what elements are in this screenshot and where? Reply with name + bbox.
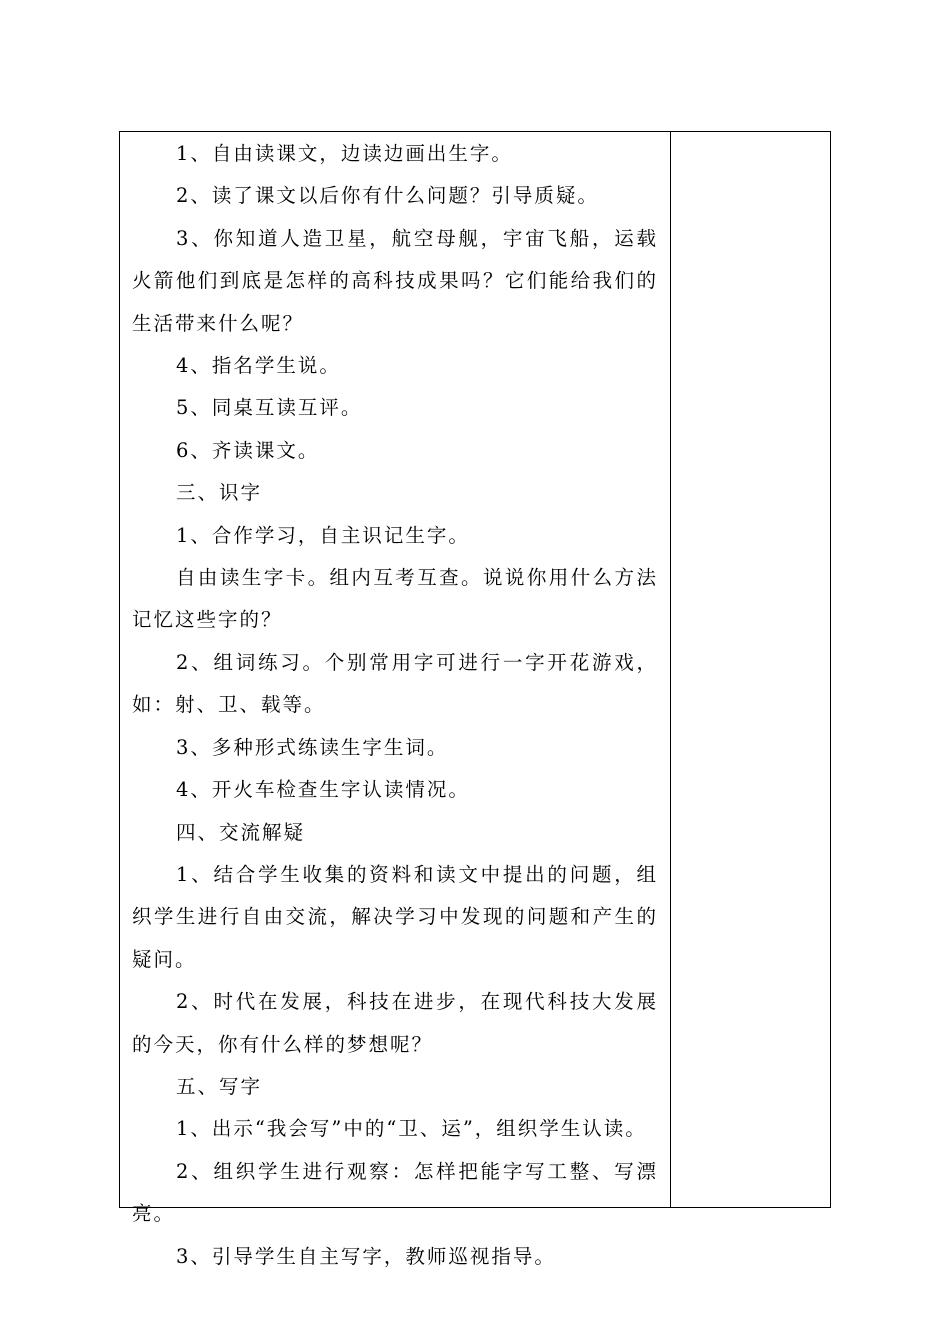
lesson-paragraph: 3、多种形式练读生字生词。 bbox=[176, 735, 449, 759]
lesson-paragraph: 3、你知道人造卫星，航空母舰，宇宙飞船，运载火箭他们到底是怎样的高科技成果吗？它们能给我们的生活带来什么呢？ bbox=[132, 226, 658, 335]
lesson-paragraph: 1、合作学习，自主识记生字。 bbox=[176, 523, 470, 547]
lesson-paragraph: 2、组词练习。个别常用字可进行一字开花游戏，如：射、卫、载等。 bbox=[132, 650, 658, 717]
section-heading: 三、识字 bbox=[176, 481, 263, 505]
section-heading: 五、写字 bbox=[176, 1074, 263, 1098]
lesson-paragraph: 5、同桌互读互评。 bbox=[176, 396, 363, 420]
lesson-paragraph: 3、引导学生自主写字，教师巡视指导。 bbox=[176, 1244, 556, 1268]
lesson-paragraph: 4、开火车检查生字认读情况。 bbox=[176, 778, 470, 802]
lesson-paragraph: 2、读了课文以后你有什么问题？引导质疑。 bbox=[176, 184, 599, 208]
lesson-paragraph: 2、组织学生进行观察：怎样把能字写工整、写漂亮。 bbox=[132, 1159, 658, 1226]
lesson-paragraph: 自由读生字卡。组内互考互查。说说你用什么方法记忆这些字的？ bbox=[132, 566, 658, 632]
lesson-paragraph: 6、齐读课文。 bbox=[176, 438, 320, 462]
section-heading: 四、交流解疑 bbox=[176, 820, 306, 844]
lesson-plan-table bbox=[119, 131, 831, 1268]
lesson-paragraph: 4、指名学生说。 bbox=[176, 354, 341, 378]
lesson-paragraph: 1、出示“我会写”中的“卫、运”，组织学生认读。 bbox=[176, 1117, 647, 1141]
lesson-paragraph: 1、自由读课文，边读边画出生字。 bbox=[176, 142, 513, 165]
lesson-content-cell bbox=[120, 132, 670, 1268]
lesson-paragraph: 1、结合学生收集的资料和读文中提出的问题，组织学生进行自由交流，解决学习中发现的问题和产生的疑问。 bbox=[132, 862, 658, 971]
notes-cell bbox=[671, 132, 830, 1207]
lesson-paragraph: 2、时代在发展，科技在进步，在现代科技大发展的今天，你有什么样的梦想呢？ bbox=[132, 990, 658, 1056]
